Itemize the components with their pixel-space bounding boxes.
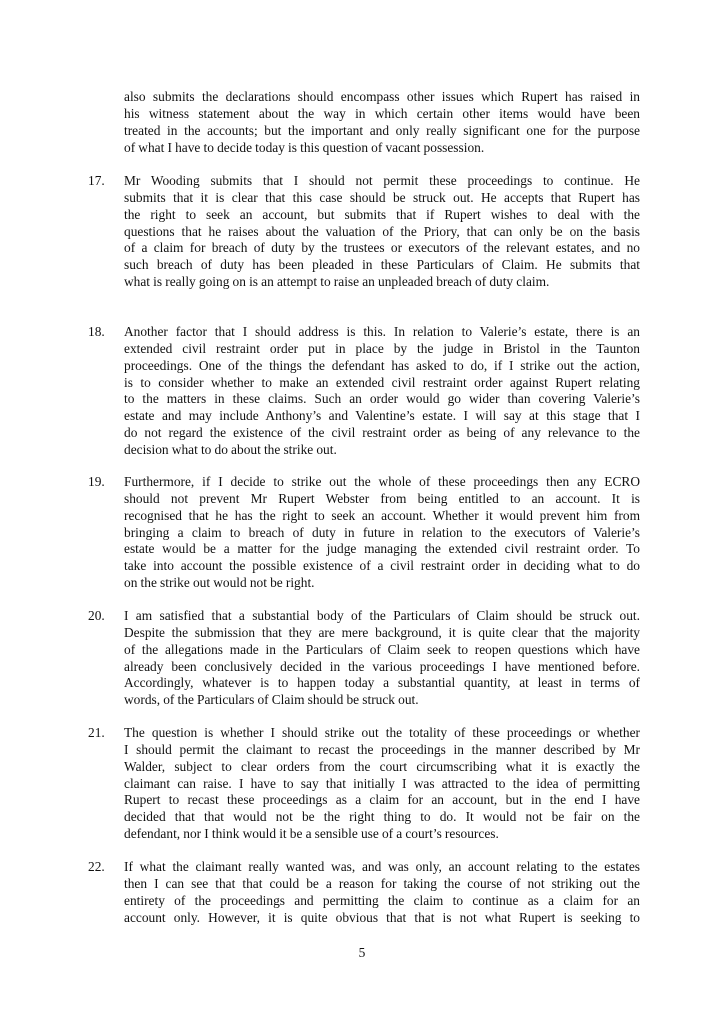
- text-line: The question is whether I should strike out the totality of these proceedings or whether: [124, 725, 640, 740]
- paragraph-number: 20.: [88, 608, 105, 623]
- text-line: estate and may include Anthony’s and Valentine’s estate. I will say at this stage that I: [124, 408, 640, 424]
- text-line: is to consider whether to make an extended civil restraint order against Rupert relating: [124, 374, 640, 390]
- paragraph-text: [124, 474, 640, 592]
- text-line: of what I have to decide today is this question of vacant possession.: [124, 139, 485, 155]
- text-line: I should permit the claimant to recast the proceedings in the manner described by Mr: [124, 741, 640, 757]
- text-line: claimant can raise. I have to say that initially I was attracted to the idea of permitting: [124, 775, 640, 791]
- text-line: decision what to do about the strike out.: [124, 441, 337, 457]
- text-line: entirety of the proceedings and permitting the claim to continue as a claim for an: [124, 892, 640, 908]
- text-line: questions that he raises about the valuation of the Priory, that can only be on the basis: [124, 223, 640, 239]
- text-line: estate would be a matter for the judge managing the extended civil restraint order. To: [124, 541, 640, 557]
- text-line: Despite the submission that they are mere background, it is quite clear that the majority: [124, 624, 640, 640]
- text-line: If what the claimant really wanted was, and was only, an account relating to the estates: [124, 859, 640, 874]
- text-line: extended civil restraint order put in place by the judge in Bristol in the Taunton: [124, 340, 640, 356]
- text-line: Accordingly, whatever is to happen today a substantial quantity, at least in terms of: [124, 675, 640, 691]
- paragraph-text: [124, 89, 640, 156]
- page-number: 5: [358, 945, 366, 960]
- paragraph-number: 18.: [88, 324, 105, 339]
- text-line: then I can see that that could be a reason for taking the course of not striking out the: [124, 875, 640, 891]
- paragraph-text: [124, 324, 640, 459]
- text-line: of a claim for breach of duty by the trustees or executors of the relevant estates, and no: [124, 240, 640, 256]
- text-line: decided that that would not be the right thing to do. It would not be fair on the: [124, 809, 640, 825]
- text-line: Mr Wooding submits that I should not permit these proceedings to continue. He: [124, 173, 640, 188]
- text-line: do not regard the existence of the civil restraint order as being of any relevance to the: [124, 425, 640, 441]
- text-line: recognised that he has the right to seek an account. Whether it would prevent him from: [124, 507, 640, 523]
- text-line: already been conclusively decided in the various proceedings I have mentioned before.: [124, 658, 640, 674]
- text-line: the right to seek an account, but submits that if Rupert wishes to deal with the: [124, 206, 640, 222]
- text-line: take into account the possible existence of a civil restraint order in deciding what to do: [124, 558, 640, 574]
- paragraph-text: [124, 173, 640, 291]
- paragraph-number: 21.: [88, 725, 105, 740]
- text-line: Walder, subject to clear orders from the court circumscribing what it is exactly the: [124, 758, 640, 774]
- text-line: Rupert to recast these proceedings as a claim for an account, but in the end I have: [124, 792, 640, 808]
- text-line: bringing a claim to breach of duty in future in relation to the executors of Valerie’s: [124, 524, 640, 540]
- paragraph-text: [124, 608, 640, 709]
- paragraph-number: 17.: [88, 173, 105, 188]
- text-line: such breach of duty has been pleaded in these Particulars of Claim. He submits that: [124, 257, 640, 273]
- paragraph-text: [124, 859, 640, 926]
- text-line: I am satisfied that a substantial body of the Particulars of Claim should be struck out.: [124, 608, 640, 623]
- paragraph-number: 19.: [88, 474, 105, 489]
- text-line: proceedings. One of the things the defendant has asked to do, if I strike out the action,: [124, 357, 640, 373]
- text-line: account only. However, it is quite obvious that that is not what Rupert is seeking to: [124, 909, 640, 925]
- text-line: words, of the Particulars of Claim should be struck out.: [124, 692, 419, 708]
- text-line: defendant, nor I think would it be a sensible use of a court’s resources.: [124, 826, 499, 842]
- text-line: also submits the declarations should encompass other issues which Rupert has raised in: [124, 89, 640, 104]
- paragraph-text: [124, 725, 640, 843]
- text-line: of the allegations made in the Particulars of Claim seek to reopen questions which have: [124, 641, 640, 657]
- text-line: on the strike out would not be right.: [124, 575, 315, 591]
- text-line: Another factor that I should address is this. In relation to Valerie’s estate, there is an: [124, 324, 640, 339]
- text-line: submits that it is clear that this case should be struck out. He accepts that Rupert has: [124, 189, 640, 205]
- text-line: his witness statement about the way in which certain other items would have been: [124, 105, 640, 121]
- text-line: should not prevent Mr Rupert Webster from being entitled to an account. It is: [124, 490, 640, 506]
- text-line: Furthermore, if I decide to strike out the whole of these proceedings then any ECRO: [124, 474, 640, 489]
- text-line: what is really going on is an attempt to raise an unpleaded breach of duty claim.: [124, 274, 550, 290]
- paragraph-number: 22.: [88, 859, 105, 874]
- text-line: to the matters in these claims. Such an order would go wider than covering Valerie’s: [124, 391, 640, 407]
- text-line: treated in the accounts; but the important and only really significant one for the purpose: [124, 122, 640, 138]
